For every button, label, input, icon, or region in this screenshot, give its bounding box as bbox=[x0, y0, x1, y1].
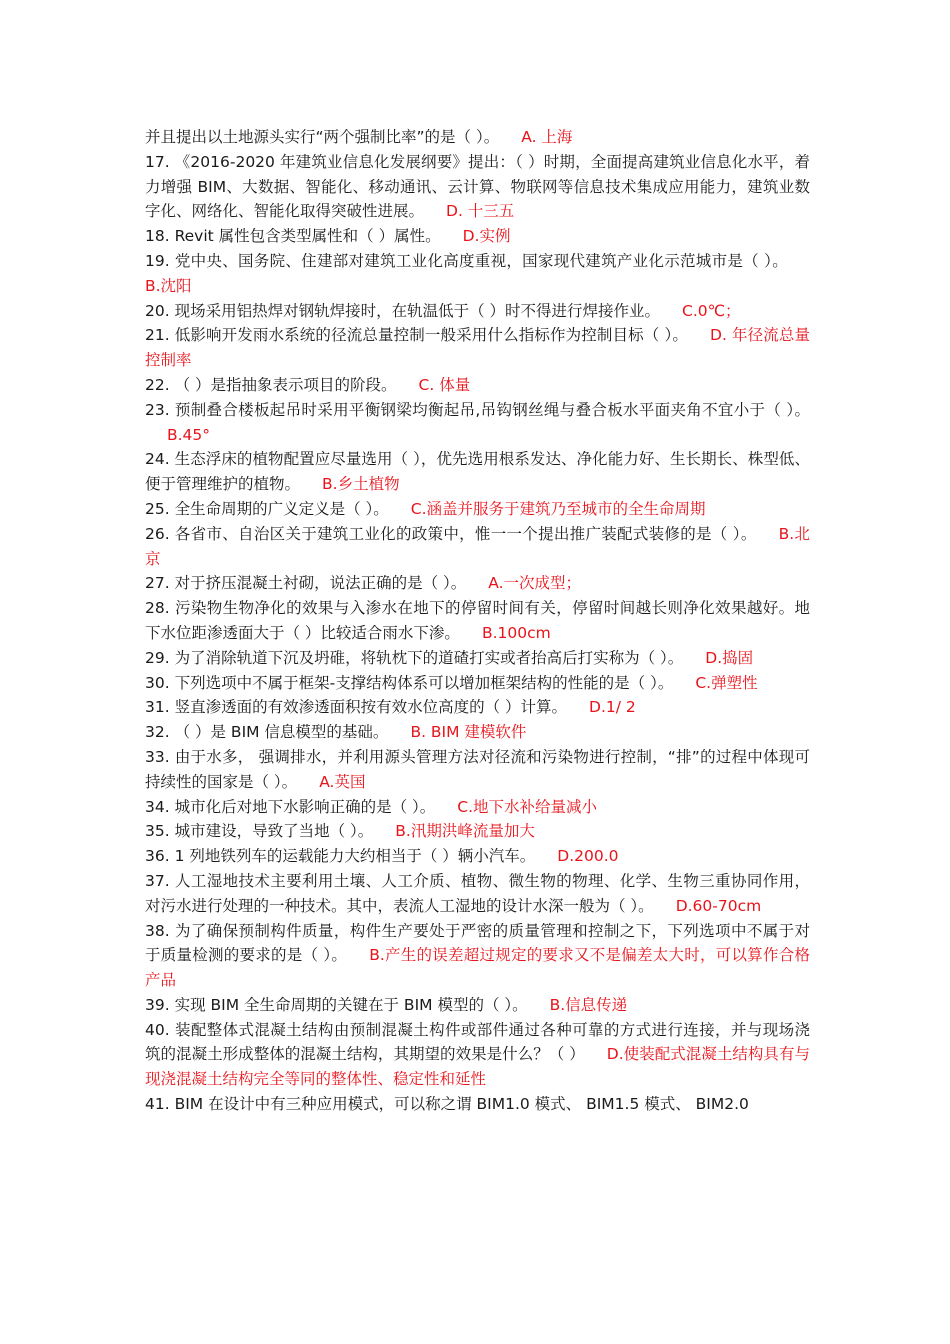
question-item bbox=[145, 224, 810, 249]
question-item bbox=[145, 745, 810, 795]
answer-text: B.产生的误差超过规定的要求又不是偏差太大时，可以算作合格产品 bbox=[145, 946, 810, 990]
question-item bbox=[145, 819, 810, 844]
question-item bbox=[145, 596, 810, 646]
question-item bbox=[145, 646, 810, 671]
question-text: 31. 竖直渗透面的有效渗透面积按有效水位高度的（ ）计算。 bbox=[145, 698, 568, 717]
answer-text: D.1/ 2 bbox=[589, 698, 636, 717]
question-item bbox=[145, 249, 810, 299]
answer-text: B.45° bbox=[167, 425, 211, 444]
question-text: 30. 下列选项中不属于框架-支撑结构体系可以增加框架结构的性能的是（ ）。 bbox=[145, 673, 674, 692]
answer-text: B.100cm bbox=[481, 623, 551, 642]
question-item bbox=[145, 299, 810, 324]
question-item bbox=[145, 373, 810, 398]
question-text: 24. 生态浮床的植物配置应尽量选用（ ），优先选用根系发达、净化能力好、生长期长、株型低、便于管理维护的植物。 bbox=[145, 450, 810, 494]
question-item bbox=[145, 571, 810, 596]
answer-text: D.实例 bbox=[462, 227, 511, 246]
answer-text: B.汛期洪峰流量加大 bbox=[395, 822, 535, 841]
question-list bbox=[145, 125, 810, 1117]
question-text: 21. 低影响开发雨水系统的径流总量控制一般采用什么指标作为控制目标（ ）。 bbox=[145, 326, 689, 345]
question-item bbox=[145, 720, 810, 745]
answer-text: D.捣固 bbox=[705, 648, 754, 667]
question-item bbox=[145, 522, 810, 572]
question-text: 20. 现场采用铝热焊对钢轨焊接时，在轨温低于（ ）时不得进行焊接作业。 bbox=[145, 301, 661, 320]
question-item bbox=[145, 1092, 810, 1117]
question-text: 23. 预制叠合楼板起吊时采用平衡钢梁均衡起吊,吊钩钢丝绳与叠合板水平面夹角不宜小于（ ）。 bbox=[145, 400, 810, 419]
question-text: 39. 实现 BIM 全生命周期的关键在于 BIM 模型的（ ）。 bbox=[145, 995, 528, 1014]
answer-text: B.北京 bbox=[145, 524, 810, 568]
question-text: 17. 《2016-2020 年建筑业信息化发展纲要》提出：（ ）时期，全面提高建筑业信息化水平，着力增强 BIM、大数据、智能化、移动通讯、云计算、物联网等信息技术集成应用能力，建筑业数字化、网络化、智能化取得突破性进展。 bbox=[145, 152, 810, 221]
question-text: 26. 各省市、自治区关于建筑工业化的政策中，惟一一个提出推广装配式装修的是（ ）。 bbox=[145, 524, 757, 543]
answer-text: B.信息传递 bbox=[549, 995, 628, 1014]
question-text: 36. 1 列地铁列车的运载能力大约相当于（ ）辆小汽车。 bbox=[145, 847, 536, 866]
question-item bbox=[145, 323, 810, 373]
question-text: 27. 对于挤压混凝土衬砌，说法正确的是（ ）。 bbox=[145, 574, 467, 593]
question-text: 35. 城市建设，导致了当地（ ）。 bbox=[145, 822, 374, 841]
answer-text: C.0℃； bbox=[682, 301, 741, 320]
answer-text: C.弹塑性 bbox=[695, 673, 758, 692]
question-text: 25. 全生命周期的广义定义是（ ）。 bbox=[145, 499, 389, 518]
question-text: 19. 党中央、国务院、住建部对建筑工业化高度重视，国家现代建筑产业化示范城市是（ ）。 bbox=[145, 251, 788, 270]
answer-text: D. 年径流总量控制率 bbox=[145, 326, 810, 370]
answer-text: A. 上海 bbox=[521, 128, 573, 146]
question-text: 37. 人工湿地技术主要利用土壤、人工介质、植物、微生物的物理、化学、生物三重协同作用，对污水进行处理的一种技术。其中，表流人工湿地的设计水深一般为（ ）。 bbox=[145, 871, 810, 915]
question-text: 38. 为了确保预制构件质量，构件生产要处于严密的质量管理和控制之下，下列选项中不属于对于质量检测的要求的是（ ）。 bbox=[145, 921, 810, 965]
question-item bbox=[145, 125, 810, 150]
answer-text: C. 体量 bbox=[418, 375, 471, 394]
answer-text: B.沈阳 bbox=[145, 276, 192, 295]
question-item bbox=[145, 1018, 810, 1092]
question-text: 22. （ ）是指抽象表示项目的阶段。 bbox=[145, 375, 397, 394]
question-item bbox=[145, 398, 810, 448]
answer-text: B.乡土植物 bbox=[322, 475, 400, 494]
answer-text: A.一次成型； bbox=[488, 574, 582, 593]
answer-text: C.涵盖并服务于建筑乃至城市的全生命周期 bbox=[410, 499, 706, 518]
question-text: 41. BIM 在设计中有三种应用模式，可以称之谓 BIM1.0 模式、 BIM1.5 模式、 BIM2.0 bbox=[145, 1095, 749, 1114]
answer-text: D. 十三五 bbox=[446, 202, 515, 221]
answer-text: D.200.0 bbox=[557, 847, 619, 866]
question-item bbox=[145, 695, 810, 720]
question-item bbox=[145, 869, 810, 919]
question-item bbox=[145, 993, 810, 1018]
question-text: 34. 城市化后对地下水影响正确的是（ ）。 bbox=[145, 797, 436, 816]
question-text: 28. 污染物生物净化的效果与入渗水在地下的停留时间有关，停留时间越长则净化效果越好。地下水位距渗透面大于（ ）比较适合雨水下渗。 bbox=[145, 599, 810, 642]
question-item bbox=[145, 671, 810, 696]
question-item bbox=[145, 919, 810, 993]
question-text: 并且提出以土地源头实行“两个强制比率”的是（ ）。 bbox=[145, 128, 500, 146]
answer-text: A.英国 bbox=[319, 772, 366, 791]
question-item bbox=[145, 844, 810, 869]
answer-text: C.地下水补给量减小 bbox=[457, 797, 598, 816]
question-text: 40. 装配整体式混凝土结构由预制混凝土构件或部件通过各种可靠的方式进行连接，并与现场浇筑的混凝土形成整体的混凝土结构，其期望的效果是什么？（ ） bbox=[145, 1020, 810, 1064]
answer-text: D.使装配式混凝土结构具有与现浇混凝土结构完全等同的整体性、稳定性和延性 bbox=[145, 1045, 810, 1089]
question-item bbox=[145, 150, 810, 224]
question-text: 33. 由于水多， 强调排水，并利用源头管理方法对径流和污染物进行控制，“排”的过程中体现可持续性的国家是（ ）。 bbox=[145, 747, 810, 791]
question-text: 32. （ ）是 BIM 信息模型的基础。 bbox=[145, 723, 389, 742]
question-item bbox=[145, 447, 810, 497]
question-text: 29. 为了消除轨道下沉及坍碓，将轨枕下的道碴打实或者抬高后打实称为（ ）。 bbox=[145, 648, 684, 667]
question-item bbox=[145, 497, 810, 522]
question-text: 18. Revit 属性包含类型属性和（ ）属性。 bbox=[145, 227, 441, 246]
answer-text: B. BIM 建模软件 bbox=[410, 723, 527, 742]
question-item bbox=[145, 795, 810, 820]
answer-text: D.60-70cm bbox=[675, 896, 762, 915]
